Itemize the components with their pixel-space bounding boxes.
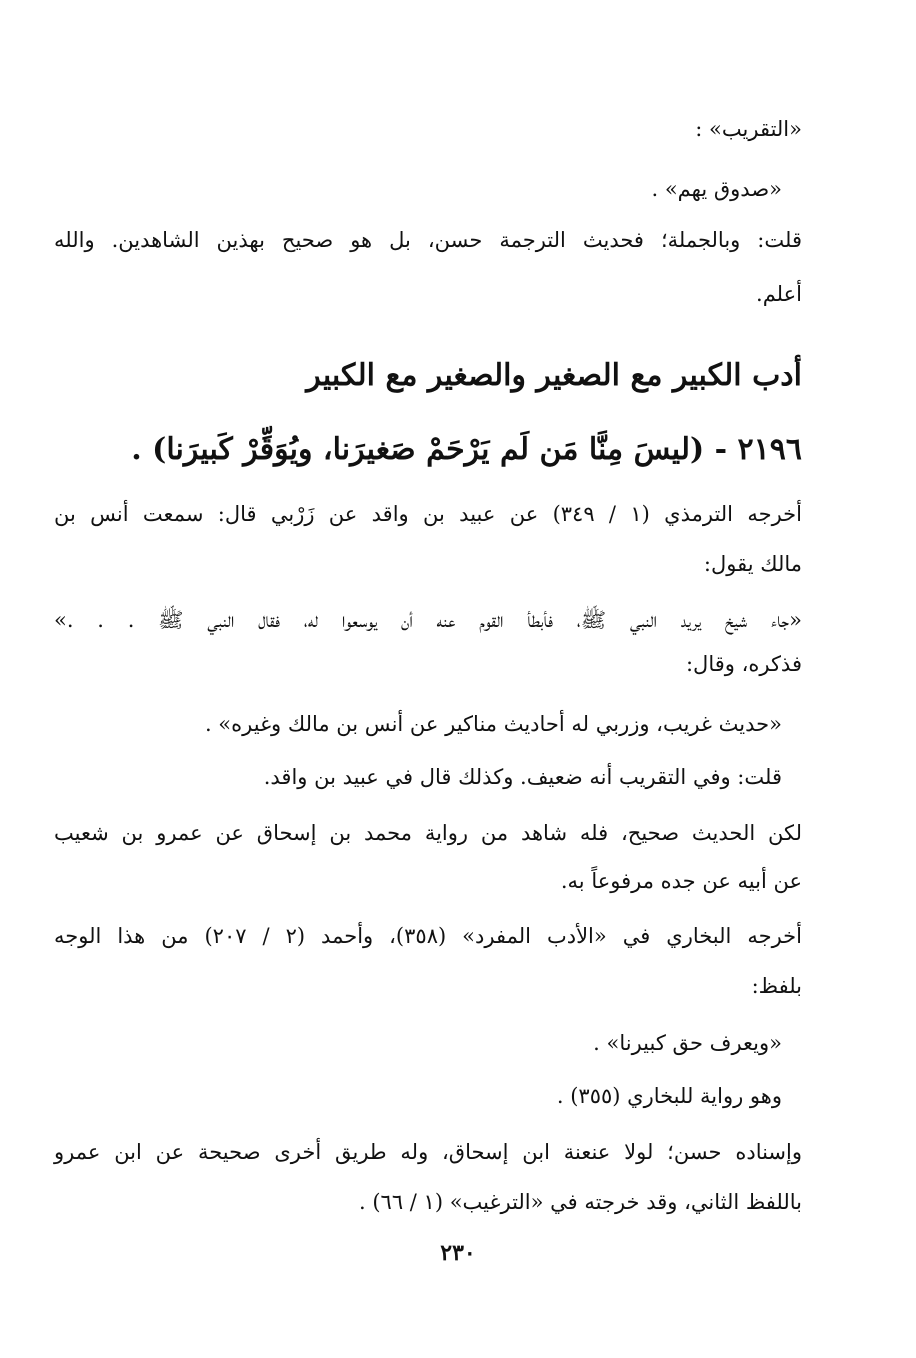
text-line-bukhari: أخرجه البخاري في «الأدب المفرد» (٣٥٨)، وأحمد (٢ / ٢٠٧) من هذا الوجه — [54, 924, 802, 948]
text-line-marfu: عن أبيه عن جده مرفوعاً به. — [560, 869, 802, 893]
section-heading: أدب الكبير مع الصغير والصغير مع الكبير — [306, 358, 802, 393]
text-line-bilafz: بلفظ: — [751, 974, 802, 998]
text-line-isnad: وإسناده حسن؛ لولا عنعنة ابن إسحاق، وله طريق أخرى صحيحة عن ابن عمرو — [54, 1140, 802, 1164]
text-line-conclusion: قلت: وبالجملة؛ فحديث الترجمة حسن، بل هو صحيح بهذين الشاهدين. والله — [54, 228, 802, 252]
page-number: ٢٣٠ — [440, 1240, 476, 1266]
hadith-title: ٢١٩٦ - (ليسَ مِنَّا مَن لَم يَرْحَمْ صَغيرَنا، ويُوَقِّرْ كَبيرَنا) . — [131, 432, 802, 467]
text-line-anas: مالك يقول: — [703, 552, 802, 576]
text-line-taqrib-label: «التقريب» : — [695, 117, 802, 141]
text-line-shahid: لكن الحديث صحيح، فله شاهد من رواية محمد بن إسحاق عن عمرو بن شعيب — [54, 821, 802, 845]
text-line-targhib: باللفظ الثاني، وقد خرجته في «الترغيب» (١ / ٦٦) . — [359, 1190, 802, 1214]
text-line-tirmidhi: أخرجه الترمذي (١ / ٣٤٩) عن عبيد بن واقد عن زَرْبي قال: سمعت أنس بن — [54, 502, 802, 526]
text-line-fadhakarahu: فذكره، وقال: — [685, 652, 802, 676]
text-line-gharib: «حديث غريب، وزربي له أحاديث مناكير عن أنس بن مالك وغيره» . — [204, 712, 782, 736]
text-line-riwaya: وهو رواية للبخاري (٣٥٥) . — [556, 1084, 782, 1108]
text-line-hadith-story: «جاء شيخ يريد النبي ﷺ، فأبطأ القوم عنه أن يوسعوا له، فقال النبي ﷺ . . .» — [54, 608, 802, 632]
text-line-taqrib-daif: قلت: وفي التقريب أنه ضعيف. وكذلك قال في عبيد بن واقد. — [263, 765, 782, 789]
text-line-conclusion-end: أعلم. — [756, 282, 802, 306]
text-line-quote-kabirana: «ويعرف حق كبيرنا» . — [593, 1031, 782, 1055]
text-line-quote-saduq: «صدوق يهم» . — [651, 177, 782, 201]
